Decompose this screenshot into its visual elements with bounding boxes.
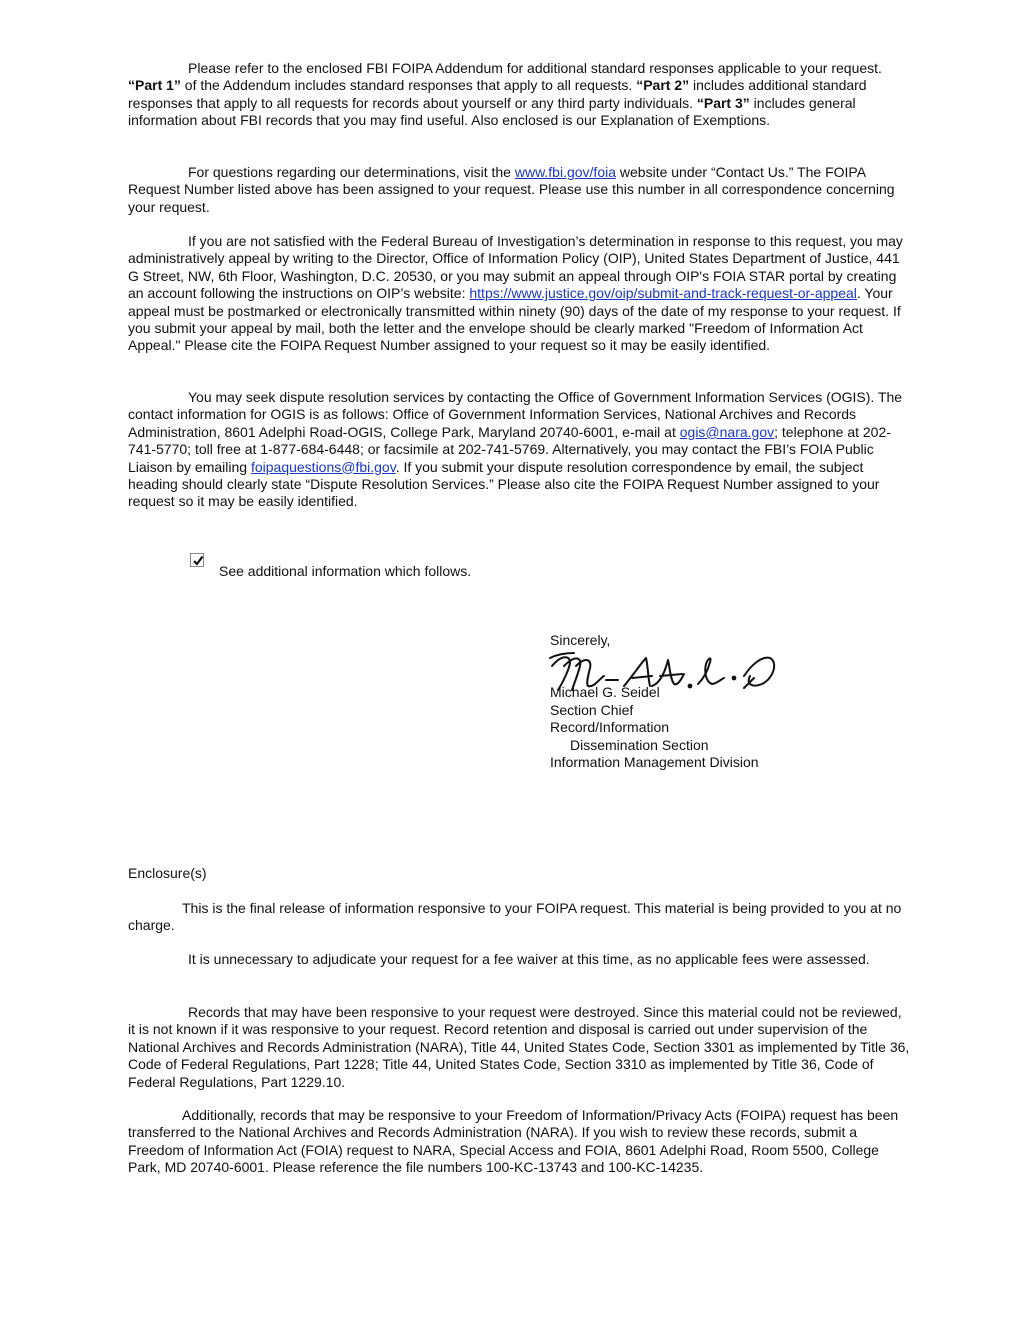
handwritten-signature <box>548 648 780 694</box>
questions-text-2: website under “Contact Us.” The FOIPA Request Number listed above has been assigned to your request. Please use this number in all correspondence concerning your request. <box>128 164 895 215</box>
additional-info-label: See additional information which follows. <box>219 563 472 579</box>
part2-label: “Part 2” <box>636 77 690 94</box>
nara-transfer-paragraph <box>128 1107 910 1177</box>
signer-section-1: Record/Information <box>550 719 670 736</box>
records-destroyed-text: Records that may have been responsive to your request were destroyed. Since this material could not be reviewed, it is not known if it was responsive to your request. Record retention and disposal is carried out under supervision of the National Archives and Records Administration (NARA), Title 44, United States Code, Section 3301 as implemented by Title 36, Code of Federal Regulations, Part 1228; Title 44, United States Code, Section 3310 as implemented by Title 36, Code of Federal Regulations, Part 1229.10. <box>128 1004 910 1090</box>
addendum-text-4: includes general information about FBI records that you may find useful. Also enclosed is our Explanation of Exemptions. <box>128 94 856 129</box>
records-destroyed-paragraph <box>128 1004 910 1091</box>
dispute-text-1: You may seek dispute resolution services by contacting the Office of Government Information Services (OGIS). The contact information for OGIS is as follows: Office of Government Information Services, National Archives and Records Administration, 8601 Adelphi Road-OGIS, College Park, Maryland 20740-6001, e-mail at <box>128 389 903 440</box>
signer-division: Information Management Division <box>550 754 759 771</box>
ogis-email-link[interactable]: ogis@nara.gov <box>679 423 775 440</box>
appeal-paragraph <box>128 233 910 355</box>
appeal-text-1: If you are not satisfied with the Federal Bureau of Investigation’s determination in response to this request, you may administratively appeal by writing to the Director, Office of Information Policy (OIP), United States Department of Justice, 441 G Street, NW, 6th Floor, Washington, D.C. 20530, or you may submit an appeal through OIP's FOIA STAR portal by creating an account following the instructions on OIP’s website: <box>128 233 903 302</box>
fee-waiver-text: It is unnecessary to adjudicate your request for a fee waiver at this time, as no applicable fees were assessed. <box>188 951 870 967</box>
oip-appeal-link[interactable]: https://www.justice.gov/oip/submit-and-track-request-or-appeal <box>469 285 857 302</box>
addendum-text-2: of the Addendum includes standard responses that apply to all requests. <box>180 77 633 94</box>
nara-transfer-text: Additionally, records that may be responsive to your Freedom of Information/Privacy Acts (FOIPA) request has been transferred to the National Archives and Records Administration (NARA). If you wish to review these records, submit a Freedom of Information Act (FOIA) request to NARA, Special Access and FOIA, 8601 Adelphi Road, Room 5500, College Park, MD 20740-6001. Please reference the file numbers 100-KC-13743 and 100-KC-14235. <box>128 1107 899 1176</box>
part3-label: “Part 3” <box>696 94 750 111</box>
addendum-text-3: includes additional standard responses that apply to all requests for records about yourself or any third party individuals. <box>128 77 867 111</box>
fbi-foia-link[interactable]: www.fbi.gov/foia <box>514 164 617 180</box>
additional-info-checkbox[interactable] <box>190 553 204 567</box>
foipa-email-link[interactable]: foipaquestions@fbi.gov <box>250 458 396 475</box>
checkmark-icon <box>191 554 205 568</box>
closing-salutation: Sincerely, <box>550 632 611 648</box>
dispute-paragraph <box>128 389 910 511</box>
signer-title: Section Chief <box>550 701 634 718</box>
addendum-paragraph <box>128 60 910 130</box>
dispute-text-2: ; telephone at 202-741-5770; toll free at 1-877-684-6448; or facsimile at 202-741-5769. Alternatively, you may contact the FBI’s FOIA Public Liaison by emailing <box>128 423 891 475</box>
part1-label: “Part 1” <box>128 77 181 94</box>
questions-text-1: For questions regarding our determinations, visit the <box>188 164 515 180</box>
enclosures-label: Enclosure(s) <box>128 865 207 881</box>
dispute-text-3: . If you submit your dispute resolution correspondence by email, the subject heading should clearly state “Dispute Resolution Services.” Please also cite the FOIPA Request Number assigned to your request so it may be easily identified. <box>128 458 880 510</box>
addendum-text-1: Please refer to the enclosed FBI FOIPA Addendum for additional standard responses applicable to your request. <box>188 60 882 76</box>
final-release-text: This is the final release of information responsive to your FOIPA request. This material is being provided to you at no charge. <box>128 900 902 934</box>
questions-paragraph <box>128 164 910 216</box>
appeal-text-2: . Your appeal must be postmarked or electronically transmitted within ninety (90) days of the date of my response to your request. If you submit your appeal by mail, both the letter and the envelope should be clearly marked "Freedom of Information Act Appeal." Please cite the FOIPA Request Number assigned to your request so it may be easily identified. <box>128 285 901 354</box>
signer-name: Michael G. Seidel <box>550 684 660 701</box>
final-release-paragraph <box>128 900 910 935</box>
fee-waiver-paragraph <box>128 951 910 968</box>
signer-section-2: Dissemination Section <box>570 736 709 753</box>
